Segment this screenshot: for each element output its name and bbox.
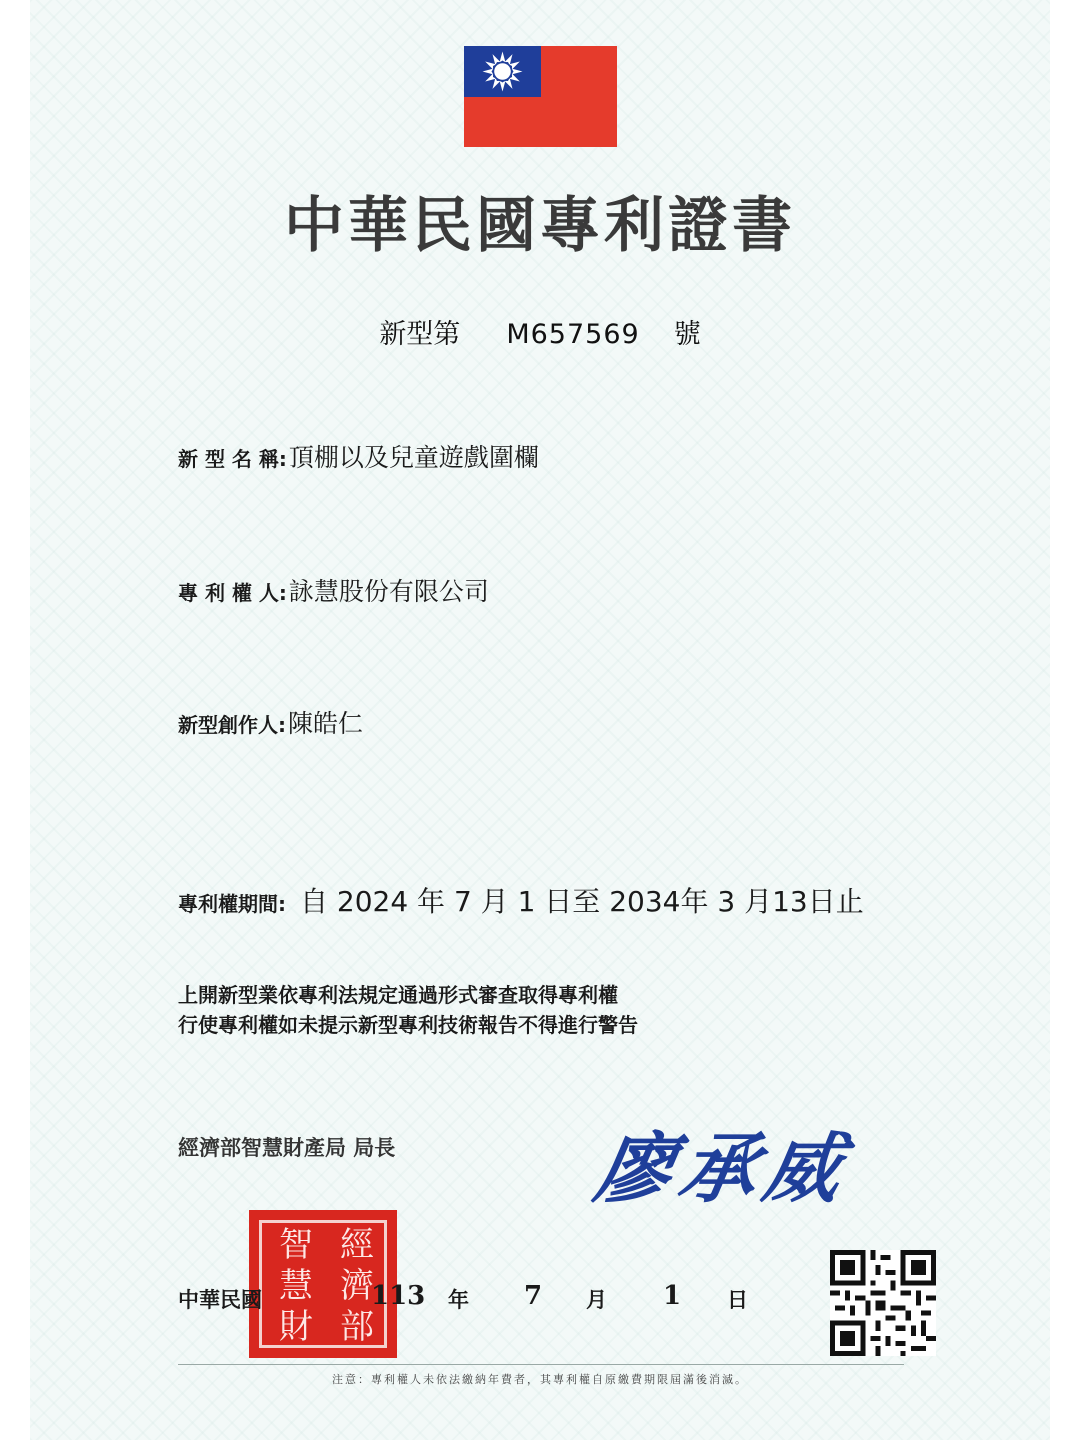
- date-era: 中華民國: [178, 1288, 262, 1312]
- seal-char: 智: [272, 1226, 313, 1261]
- date-year-unit: 年: [448, 1288, 469, 1312]
- date-year: 113: [371, 1281, 426, 1311]
- notice-line-2: 行使專利權如未提示新型專利技術報告不得進行警告: [178, 1013, 638, 1037]
- seal-char: 慧: [272, 1266, 313, 1301]
- notice-text: [178, 980, 638, 1040]
- seal-char: 部: [333, 1307, 374, 1342]
- director-signature: 廖承威: [589, 1124, 857, 1213]
- seal-char: 濟: [333, 1266, 374, 1301]
- patent-period: [178, 880, 864, 920]
- date-day-unit: 日: [727, 1288, 748, 1312]
- field-creator: [178, 704, 363, 740]
- qr-code-icon[interactable]: [830, 1250, 936, 1356]
- date-day: 1: [663, 1281, 682, 1311]
- field-name-value: 頂棚以及兒童遊戲圍欄: [288, 443, 539, 472]
- seal-char: 經: [333, 1226, 374, 1261]
- white-sun-icon: [464, 46, 541, 97]
- notice-line-1: 上開新型業依專利法規定通過形式審查取得專利權: [178, 983, 618, 1007]
- date-month: 7: [524, 1281, 543, 1311]
- patent-number: M657569: [506, 319, 640, 350]
- period-value: 自 2024 年 7 月 1 日至 2034年 3 月13日止: [300, 885, 864, 918]
- field-owner-label: 專 利 權 人:: [178, 581, 287, 605]
- field-owner-value: 詠慧股份有限公司: [288, 577, 489, 606]
- roc-flag-icon: [464, 46, 617, 147]
- field-name: [178, 438, 539, 474]
- footer-divider: [178, 1364, 904, 1365]
- date-month-unit: 月: [586, 1288, 607, 1312]
- field-name-label: 新 型 名 稱:: [178, 447, 287, 471]
- footnote: 注意：專利權人未依法繳納年費者，其專利權自原繳費期限屆滿後消滅。: [332, 1373, 748, 1386]
- certificate-title: 中華民國專利證書: [284, 191, 796, 261]
- patent-suffix: 號: [673, 319, 701, 350]
- patent-number-line: [0, 312, 1080, 351]
- flag-canton: [464, 46, 541, 97]
- issue-date: [178, 1281, 778, 1314]
- patent-prefix: 新型第: [379, 319, 461, 350]
- field-owner: [178, 572, 489, 608]
- field-creator-value: 陳皓仁: [288, 709, 364, 738]
- seal-char: 財: [272, 1307, 313, 1342]
- period-label: 專利權期間:: [178, 892, 286, 916]
- field-creator-label: 新型創作人:: [178, 713, 286, 737]
- official-title: 經濟部智慧財產局 局長: [178, 1135, 396, 1160]
